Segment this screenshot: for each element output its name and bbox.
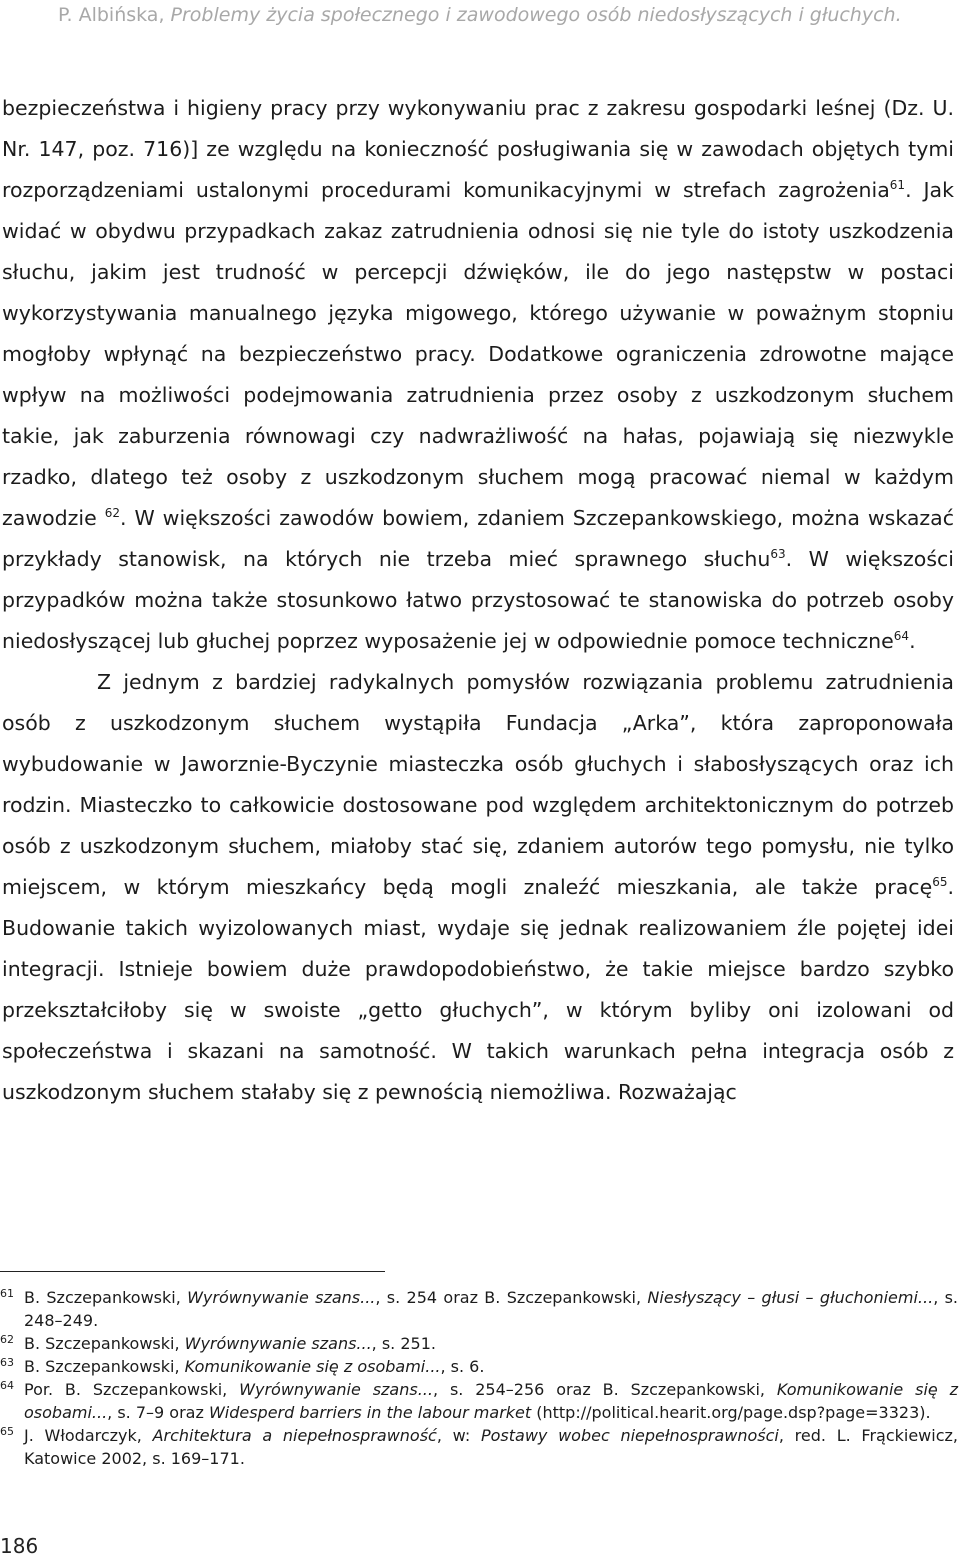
text-run: . Jak widać w obydwu przypadkach zakaz zatrudnienia odnosi się nie tyle do istoty uszkodzenia słuchu, jakim jest trudność w percepcji dźwięków, ile do jego następstw w postaci wykorzystywania manualnego języka migowego, którego używanie w poważnym stopniu mogłoby wpłynąć na bezpieczeństwo pracy. Dodatkowe ograniczenia zdrowotne mające wpływ na możliwości podejmowania zatrudnienia przez osoby z uszkodzonym słuchem takie, jak zaburzenia równowagi czy nadwrażliwość na hałas, pojawiają się niezwykle rzadko, dlatego też osoby z uszkodzonym słuchem mogą pracować niemal w każdym zawodzie — [2, 178, 954, 530]
footnote-text: , w: — [436, 1426, 481, 1445]
footnote-63 — [0, 1355, 958, 1378]
footnote-number: 62 — [0, 1333, 14, 1346]
footnote-title: Wyrównywanie szans... — [239, 1380, 433, 1399]
footnote-title: Komunikowanie się z osobami... — [24, 1380, 959, 1422]
footnote-ref-65[interactable]: 65 — [932, 875, 948, 890]
footnote-64 — [0, 1378, 958, 1424]
page-number: 186 — [0, 1534, 39, 1558]
footnote-text: B. Szczepankowski, — [24, 1357, 185, 1376]
header-title: Problemy życia społecznego i zawodowego osób niedosłyszących i głuchych. — [170, 4, 902, 26]
main-text — [2, 88, 954, 1113]
footnote-text: , s. 248–249. — [24, 1288, 959, 1330]
footnote-link[interactable]: (http://political.hearit.org/page.dsp?page=3323). — [531, 1403, 931, 1422]
footnote-text: , red. L. Frąckiewicz, Katowice 2002, s. 169–171. — [24, 1426, 958, 1468]
footnote-text: , s. 254–256 oraz B. Szczepankowski, — [432, 1380, 777, 1399]
footnote-text: B. Szczepankowski, — [24, 1334, 185, 1353]
footnote-title: Wyrównywanie szans... — [184, 1334, 372, 1353]
footnote-text: J. Włodarczyk, — [24, 1426, 153, 1445]
footnote-ref-62[interactable]: 62 — [104, 506, 120, 521]
footnote-ref-61[interactable]: 61 — [889, 178, 906, 193]
text-run: . Budowanie takich wyizolowanych miast, wydaje się jednak realizowaniem źle pojętej idei integracji. Istnieje bowiem duże prawdopodobieństwo, że takie miejsce bardzo szybko przekształciłoby się w swoiste „getto głuchych”, w którym byliby oni izolowani od społeczeństwa i skazani na samotność. W takich warunkach pełna integracja osób z uszkodzonym słuchem stałaby się z pewnością niemożliwa. Rozważając — [2, 875, 954, 1104]
footnote-separator — [0, 1271, 385, 1272]
footnote-number: 63 — [0, 1356, 14, 1369]
footnote-62 — [0, 1332, 958, 1355]
footnote-text: B. Szczepankowski, — [24, 1288, 188, 1307]
footnote-title: Komunikowanie się z osobami... — [184, 1357, 441, 1376]
footnote-title: Widesperd barriers in the labour market — [208, 1403, 532, 1422]
footnote-text: , s. 251. — [371, 1334, 436, 1353]
footnote-ref-63[interactable]: 63 — [770, 547, 786, 562]
footnote-text: Por. B. Szczepankowski, — [24, 1380, 240, 1399]
paragraph-2 — [2, 662, 954, 1113]
footnote-65 — [0, 1424, 958, 1470]
footnote-ref-64[interactable]: 64 — [893, 629, 910, 644]
footnote-text: , s. 6. — [440, 1357, 485, 1376]
header-author: P. Albińska, — [58, 4, 171, 26]
text-run: . W większości przypadków można także stosunkowo łatwo przystosować te stanowiska do potrzeb osoby niedosłyszącej lub głuchej poprzez wyposażenie jej w odpowiednie pomoce techniczne — [2, 547, 954, 653]
footnotes — [0, 1286, 958, 1470]
footnote-text: , s. 254 oraz B. Szczepankowski, — [375, 1288, 648, 1307]
footnote-61 — [0, 1286, 958, 1332]
footnote-number: 61 — [0, 1287, 14, 1300]
footnote-title: Wyrównywanie szans... — [187, 1288, 376, 1307]
footnote-number: 64 — [0, 1379, 14, 1392]
footnote-title: Architektura a niepełnosprawność — [152, 1426, 437, 1445]
text-run: . — [909, 629, 916, 653]
text-run: bezpieczeństwa i higieny pracy przy wykonywaniu prac z zakresu gospodarki leśnej (Dz. U. Nr. 147, poz. 716)] ze względu na konieczność posługiwania się w zawodach objętych tymi rozporządzeniami ustalonymi procedurami komunikacyjnymi w strefach zagrożenia — [2, 96, 954, 202]
footnote-title: Niesłyszący – głusi – głuchoniemi... — [647, 1288, 934, 1307]
footnote-number: 65 — [0, 1425, 14, 1438]
running-header — [58, 4, 948, 26]
text-run: . W większości zawodów bowiem, zdaniem Szczepankowskiego, można wskazać przykłady stanowisk, na których nie trzeba mieć sprawnego słuchu — [2, 506, 954, 571]
text-run: Z jednym z bardziej radykalnych pomysłów rozwiązania problemu zatrudnienia osób z uszkodzonym słuchem wystąpiła Fundacja „Arka”, która zaproponowała wybudowanie w Jaworznie-Byczynie miasteczka osób głuchych i słabosłyszących oraz ich rodzin. Miasteczko to całkowicie dostosowane pod względem architektonicznym do potrzeb osób z uszkodzonym słuchem, miałoby stać się, zdaniem autorów tego pomysłu, nie tylko miejscem, w którym mieszkańcy będą mogli znaleźć mieszkania, ale także pracę — [2, 670, 954, 899]
footnote-text: , s. 7–9 oraz — [107, 1403, 209, 1422]
paragraph-1 — [2, 88, 954, 662]
footnote-title: Postawy wobec niepełnosprawności — [480, 1426, 779, 1445]
